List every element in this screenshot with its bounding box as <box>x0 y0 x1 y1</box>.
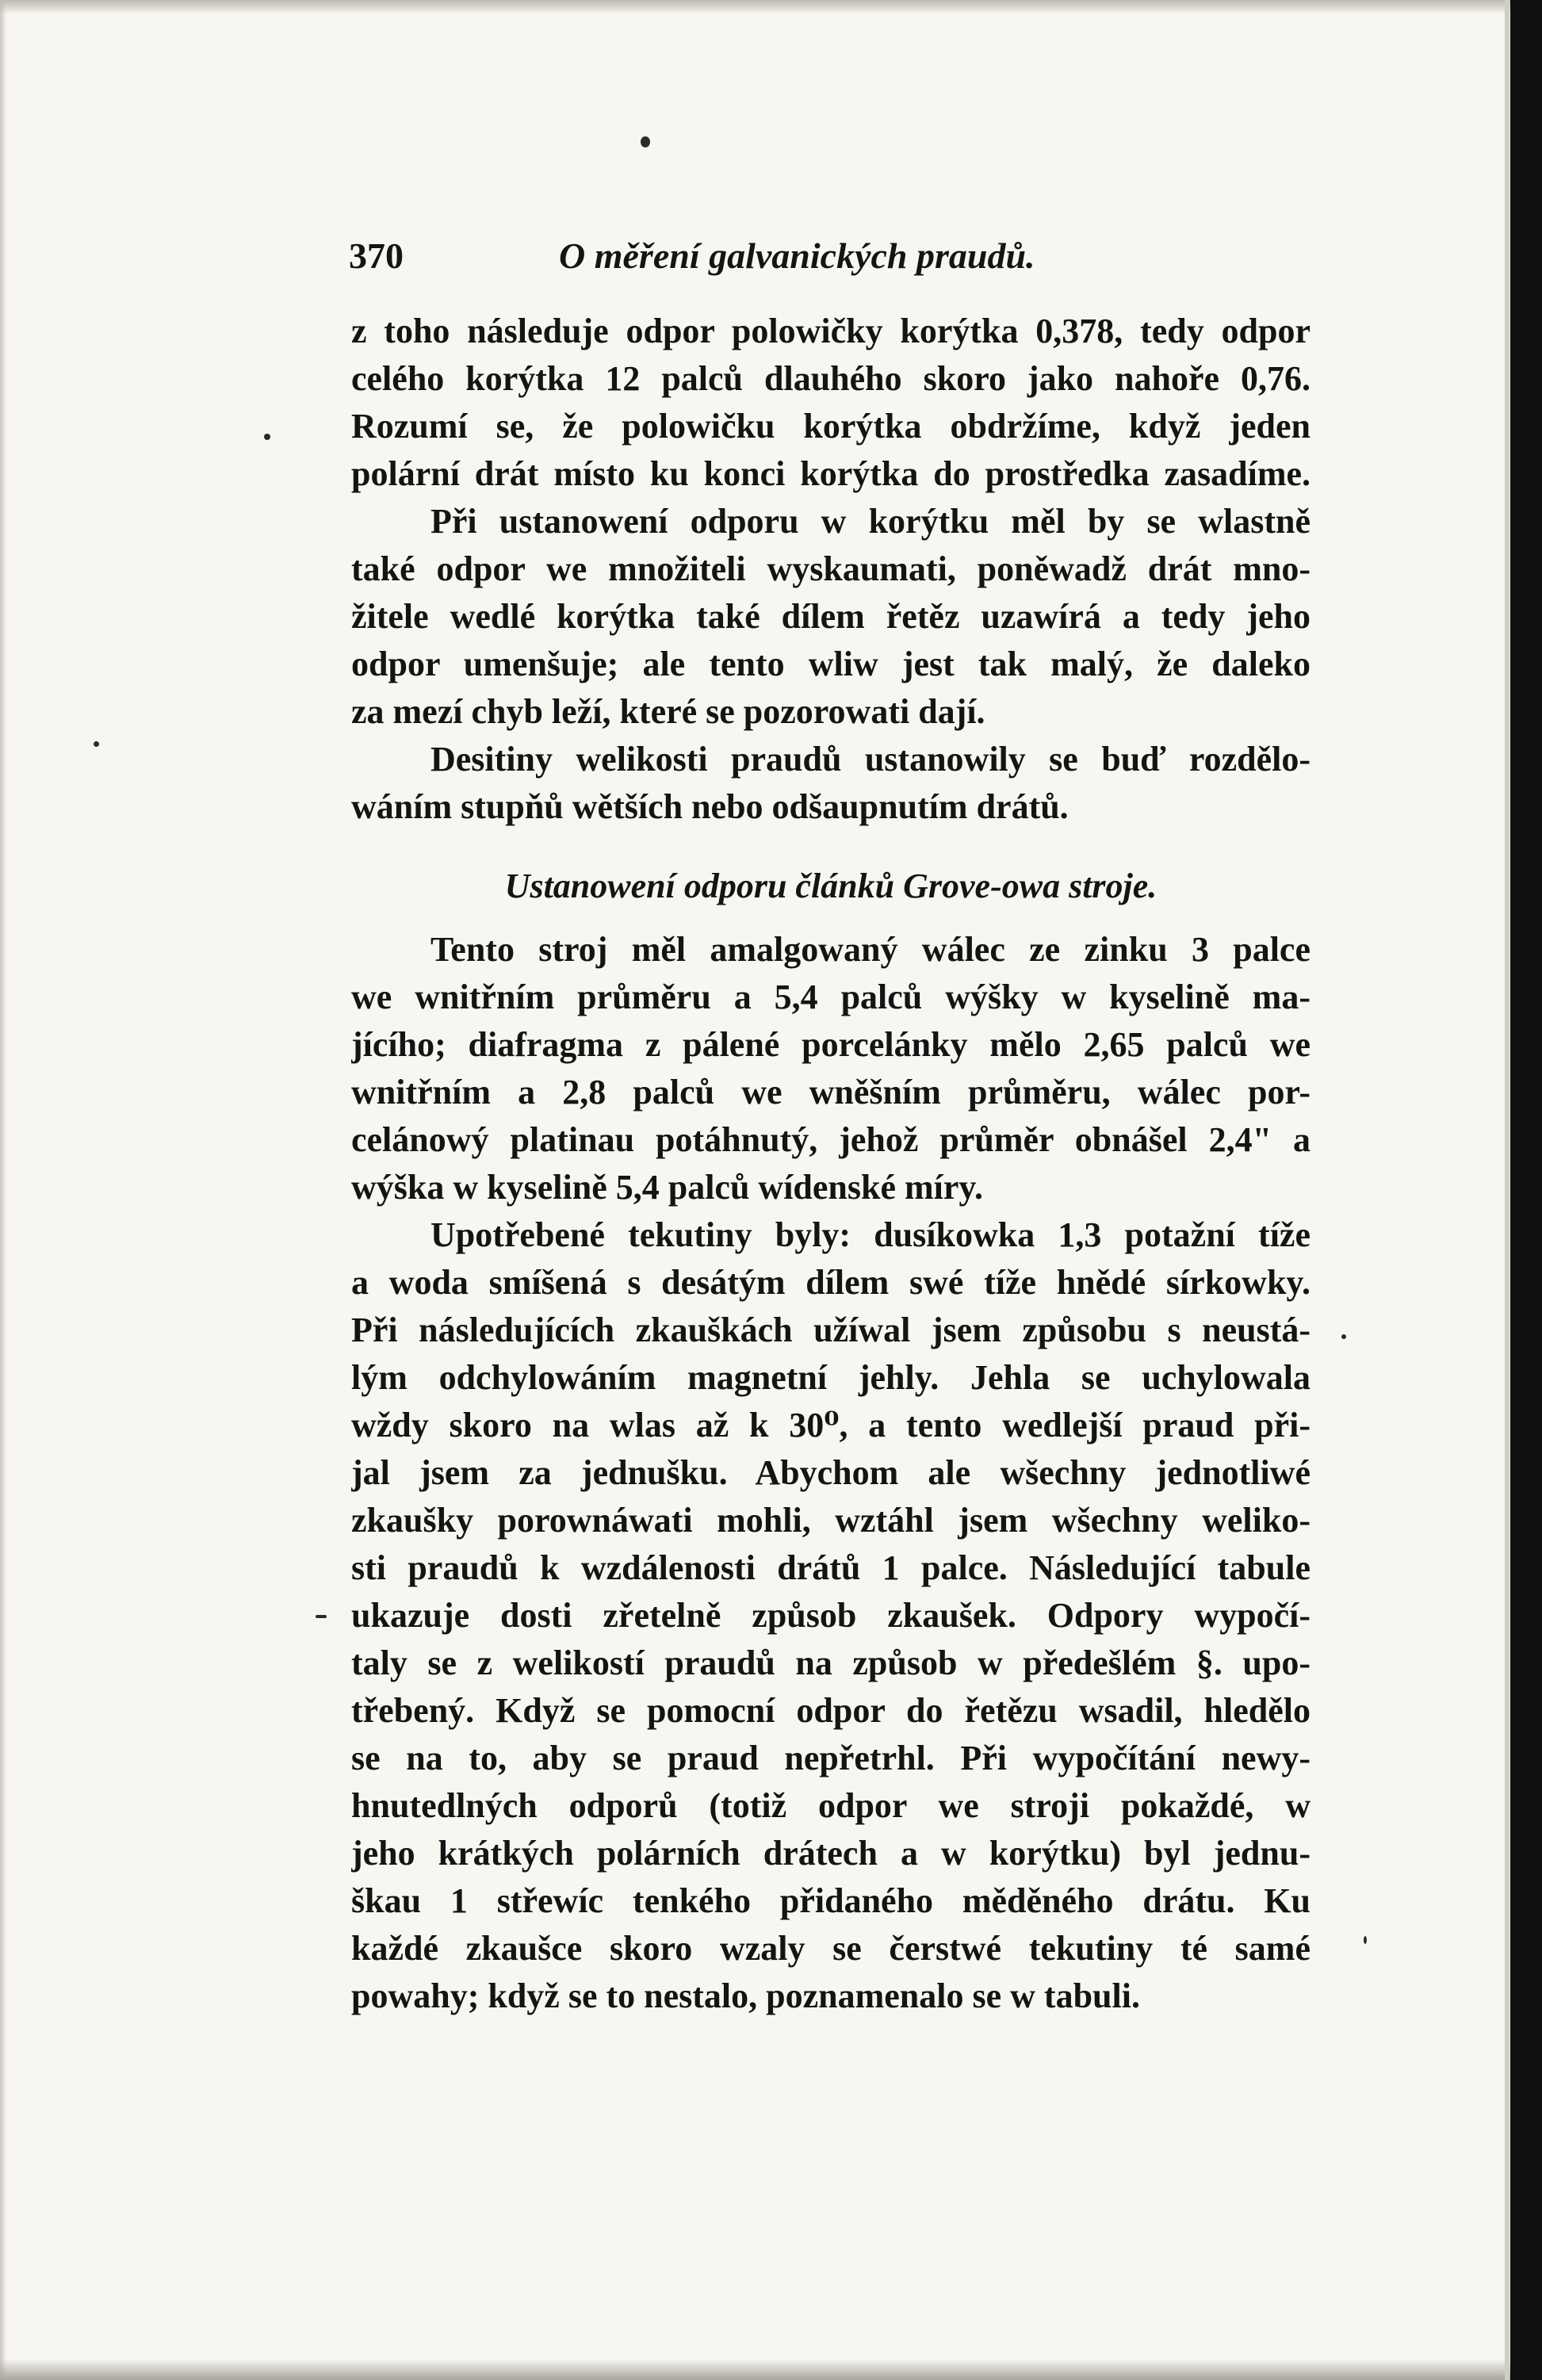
page-bottom-shadow <box>0 2359 1510 2380</box>
running-title: O měření galvanických praudů. <box>559 235 1035 276</box>
text-line: Rozumí se, že polowičku korýtka obdržíme, když jeden <box>351 407 1311 446</box>
text-line: žitele wedlé korýtka také dílem řetěz uzawírá a tedy jeho <box>351 597 1311 636</box>
text-line: celánowý platinau potáhnutý, jehož průměr obnášel 2,4" a <box>351 1120 1311 1159</box>
text-line: hnutedlných odporů (totiž odpor we stroji pokaždé, w <box>351 1786 1311 1825</box>
scan-speck <box>264 434 270 440</box>
paragraph-5 <box>351 1211 1311 2020</box>
text-line: Desitiny welikosti praudů ustanowily se buď rozdělo- <box>430 740 1311 779</box>
scan-speck <box>1364 1936 1367 1944</box>
text-line: ukazuje dosti zřetelně způsob zkaušek. Odpory wypočí- <box>351 1596 1311 1635</box>
text-line: zkaušky porownáwati mohli, wztáhl jsem wšechny weliko- <box>351 1501 1311 1540</box>
text-line: jícího; diafragma z pálené porcelánky mělo 2,65 palců we <box>351 1025 1311 1064</box>
paragraph-3 <box>351 736 1311 831</box>
section-gap <box>351 910 1311 926</box>
text-line: Upotřebené tekutiny byly: dusíkowka 1,3 potažní tíže <box>430 1215 1311 1254</box>
text-line: škau 1 střewíc tenkého přidaného měděného drátu. Ku <box>351 1881 1311 1920</box>
text-line: také odpor we množiteli wyskaumati, poněwadž drát mno- <box>351 549 1311 588</box>
text-line: a woda smíšená s desátým dílem swé tíže hnědé sírkowky. <box>351 1263 1311 1302</box>
text-line: Tento stroj měl amalgowaný wálec ze zinku 3 palce <box>430 930 1311 969</box>
paragraph-1 <box>351 308 1311 498</box>
text-line: wnitřním a 2,8 palců we wněšním průměru, wálec por- <box>351 1073 1311 1112</box>
scan-speck <box>641 136 650 147</box>
text-line: sti praudů k wzdálenosti drátů 1 palce. Následující tabule <box>351 1548 1311 1587</box>
text-line: celého korýtka 12 palců dlauhého skoro jako nahoře 0,76. <box>351 359 1311 398</box>
scan-speck <box>316 1615 327 1618</box>
text-line: Při následujících zkauškách užíwal jsem způsobu s neustá- <box>351 1311 1311 1349</box>
section-gap <box>351 831 1311 863</box>
text-line: jeho krátkých polárních drátech a w korýtku) byl jednu- <box>351 1834 1311 1873</box>
text-line: jal jsem za jednušku. Abychom ale wšechny jednotliwé <box>351 1453 1311 1492</box>
scan-border <box>1510 0 1542 2380</box>
text-line: lým odchylowáním magnetní jehly. Jehla se uchylowala <box>351 1358 1311 1397</box>
text-line: polární drát místo ku konci korýtka do prostředka zasadíme. <box>351 454 1311 493</box>
paragraph-2 <box>351 498 1311 736</box>
text-line: powahy; když se to nestalo, poznamenalo se w tabuli. <box>351 1976 1140 2015</box>
page-top-shadow <box>0 0 1510 14</box>
text-line: wýška w kyselině 5,4 palců wídenské míry. <box>351 1168 983 1207</box>
paragraph-4 <box>351 926 1311 1211</box>
text-line: odpor umenšuje; ale tento wliw jest tak malý, že daleko <box>351 645 1311 683</box>
text-line: za mezí chyb leží, které se pozorowati dají. <box>351 692 985 731</box>
body-text <box>351 308 1311 2020</box>
text-line: třebený. Když se pomocní odpor do řetězu wsadil, hledělo <box>351 1691 1311 1730</box>
scan-speck <box>94 741 99 747</box>
page-number: 370 <box>349 235 404 276</box>
text-line: z toho následuje odpor polowičky korýtka 0,378, tedy odpor <box>351 312 1311 350</box>
section-heading: Ustanowení odporu článků Grove-owa stroje. <box>504 867 1157 905</box>
scan-speck <box>1341 1334 1346 1339</box>
text-line: každé zkaušce skoro wzaly se čerstwé tekutiny té samé <box>351 1929 1311 1968</box>
text-line: se na to, aby se praud nepřetrhl. Při wypočítání newy- <box>351 1739 1311 1777</box>
text-line: wždy skoro na wlas až k 30⁰, a tento wedlejší praud při- <box>351 1406 1311 1444</box>
text-line: we wnitřním průměru a 5,4 palců wýšky w kyselině ma- <box>351 978 1311 1016</box>
text-line: wáním stupňů wětších nebo odšaupnutím drátů. <box>351 787 1069 826</box>
text-line: taly se z welikostí praudů na způsob w předešlém §. upo- <box>351 1643 1311 1682</box>
page-left-shadow <box>0 0 6 2380</box>
page-edge-line <box>1505 0 1509 2380</box>
page-header <box>349 228 1324 284</box>
text-line: Při ustanowení odporu w korýtku měl by se wlastně <box>430 502 1311 541</box>
